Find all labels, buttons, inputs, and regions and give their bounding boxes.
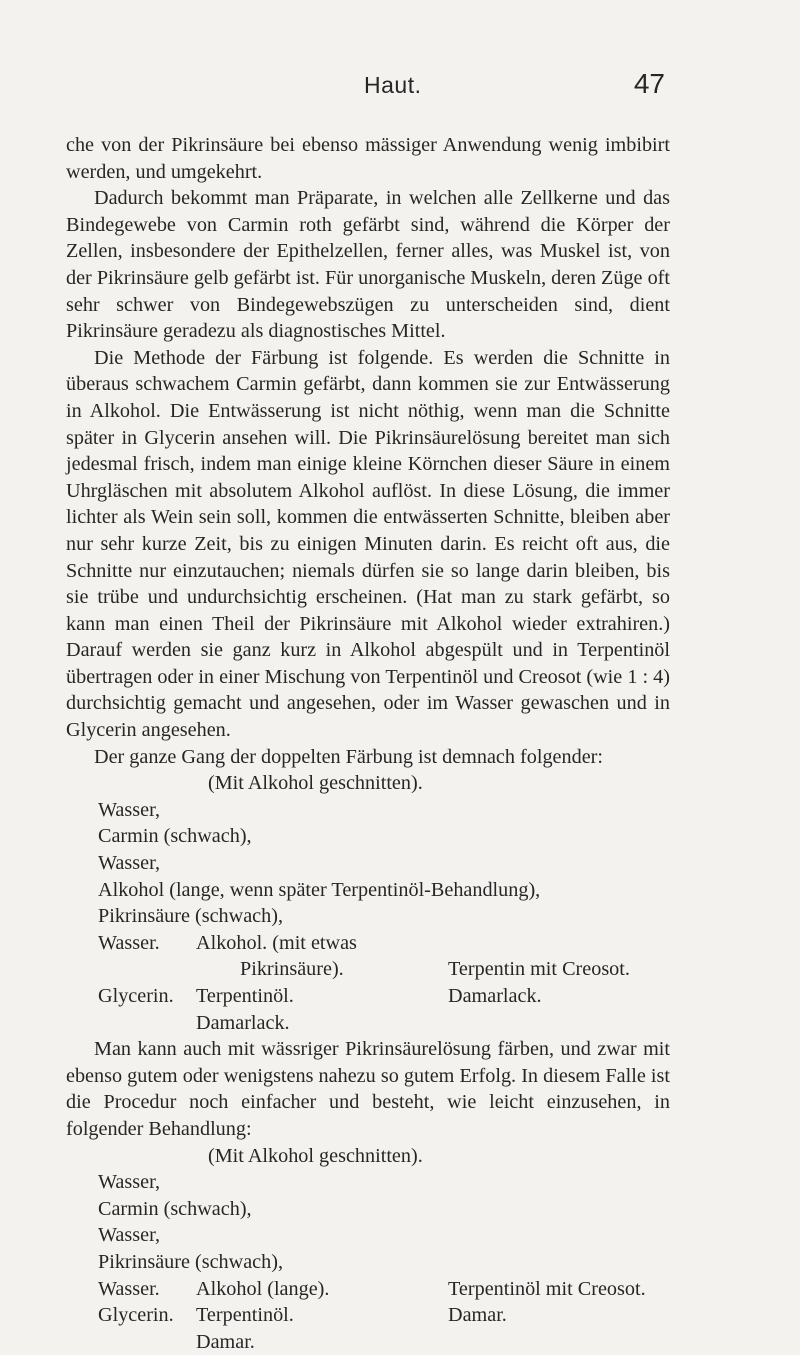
scheme-1-row xyxy=(66,983,670,1010)
scheme-2-cell: Wasser. xyxy=(98,1277,160,1300)
staining-scheme-1 xyxy=(66,770,670,1036)
scheme-1-cell: Alkohol. (mit etwas xyxy=(196,931,357,954)
staining-scheme-2 xyxy=(66,1143,670,1355)
paragraph-4: Der ganze Gang der doppelten Färbung ist demnach folgender: xyxy=(94,745,603,768)
scheme-1-step: Carmin (schwach), xyxy=(98,825,252,848)
scheme-1-cell: Terpentinöl. xyxy=(196,985,294,1007)
scheme-2-row xyxy=(66,1329,670,1355)
paragraph-5: Man kann auch mit wässriger Pikrinsäurelösung färben, und zwar mit ebenso gutem oder wenigstens nahezu so gutem Erfolg. In diesem Falle ist die Procedur noch einfacher und besteht, wie leicht einzusehen, in folgender Behandlung: xyxy=(66,1038,670,1140)
scheme-2-cell: Damar. xyxy=(448,1304,507,1327)
running-header xyxy=(0,68,800,102)
running-title: Haut. xyxy=(364,72,422,98)
scheme-2-step: Wasser, xyxy=(98,1224,161,1247)
scheme-2-row xyxy=(66,1276,670,1303)
scheme-1-cell: Wasser. xyxy=(98,931,160,954)
scheme-2-row xyxy=(66,1302,670,1329)
scheme-2-step: Pikrinsäure (schwach), xyxy=(98,1250,283,1273)
scheme-2-cell: Alkohol (lange). xyxy=(196,1277,330,1300)
scheme-2-heading: (Mit Alkohol geschnitten). xyxy=(208,1144,423,1167)
scheme-1-step: Wasser, xyxy=(98,798,161,821)
paragraph-3: Die Methode der Färbung ist folgende. Es werden die Schnitte in überaus schwachem Carmin gefärbt, dann kommen sie zur Entwässerung in Alkohol. Die Entwässerung ist nicht nöthig, wenn man die Schnitte später in Glycerin ansehen will. Die Pikrinsäurelösung bereitet man sich jedesmal frisch, indem man einige kleine Körnchen dieser Säure in einem Uhrgläschen mit absolutem Alkohol auflöst. In diese Lösung, die immer lichter als Wein sein soll, kommen die entwässerten Schnitte, bleiben aber nur sehr kurze Zeit, bis zu einigen Minuten darin. Es reicht oft aus, die Schnitte nur einzutauchen; niemals dürfen sie so lange darin bleiben, bis sie trübe und undurchsichtig erscheinen. (Hat man zu stark gefärbt, so kann man einen Theil der Pikrinsäure mit Alkohol wieder extrahiren.) Darauf werden sie ganz kurz in Alkohol abgespült und in Terpentinöl übertragen oder in einer Mischung von Terpentinöl und Creosot (wie 1 : 4) durchsichtig gemacht und angesehen, oder im Wasser gewaschen und in Glycerin angesehen. xyxy=(66,346,670,742)
body-text xyxy=(66,132,670,1355)
scheme-1-row xyxy=(66,1010,670,1037)
scheme-2-step: Carmin (schwach), xyxy=(98,1197,252,1220)
scheme-1-row xyxy=(66,956,670,983)
scheme-2-cell: Terpentinöl. xyxy=(196,1304,294,1327)
scheme-1-cell: Terpentin mit Creosot. xyxy=(448,958,630,981)
scheme-1-heading: (Mit Alkohol geschnitten). xyxy=(208,772,423,795)
scheme-1-step: Pikrinsäure (schwach), xyxy=(98,905,283,928)
scheme-1-step: Wasser, xyxy=(98,852,161,875)
scheme-1-cell: Glycerin. xyxy=(98,985,174,1007)
scheme-2-cell: Damar. xyxy=(196,1330,255,1353)
paragraph-2: Dadurch bekommt man Präparate, in welchen alle Zellkerne und das Bindegewebe von Carmin roth gefärbt sind, während die Körper der Zellen, insbesondere der Epithelzellen, ferner alles, was Muskel ist, von der Pikrinsäure gelb gefärbt ist. Für unorganische Muskeln, deren Züge oft sehr schwer von Bindegewebszügen zu unterscheiden sind, dient Pikrinsäure geradezu als diagnostisches Mittel. xyxy=(66,187,670,343)
scheme-2-step: Wasser, xyxy=(98,1171,161,1194)
scheme-1-cell: Damarlack. xyxy=(448,985,542,1007)
paragraph-1: che von der Pikrinsäure bei ebenso mässiger Anwendung wenig imbibirt werden, und umgekehrt. xyxy=(66,134,670,183)
scheme-2-cell: Glycerin. xyxy=(98,1304,174,1327)
scheme-1-row xyxy=(66,930,670,957)
scheme-1-step: Alkohol (lange, wenn später Terpentinöl-Behandlung), xyxy=(98,878,541,901)
scheme-1-cell: Pikrinsäure). xyxy=(240,958,344,981)
scheme-2-cell: Terpentinöl mit Creosot. xyxy=(448,1277,646,1300)
page-number: 47 xyxy=(633,68,665,99)
scheme-1-cell: Damarlack. xyxy=(196,1011,290,1034)
